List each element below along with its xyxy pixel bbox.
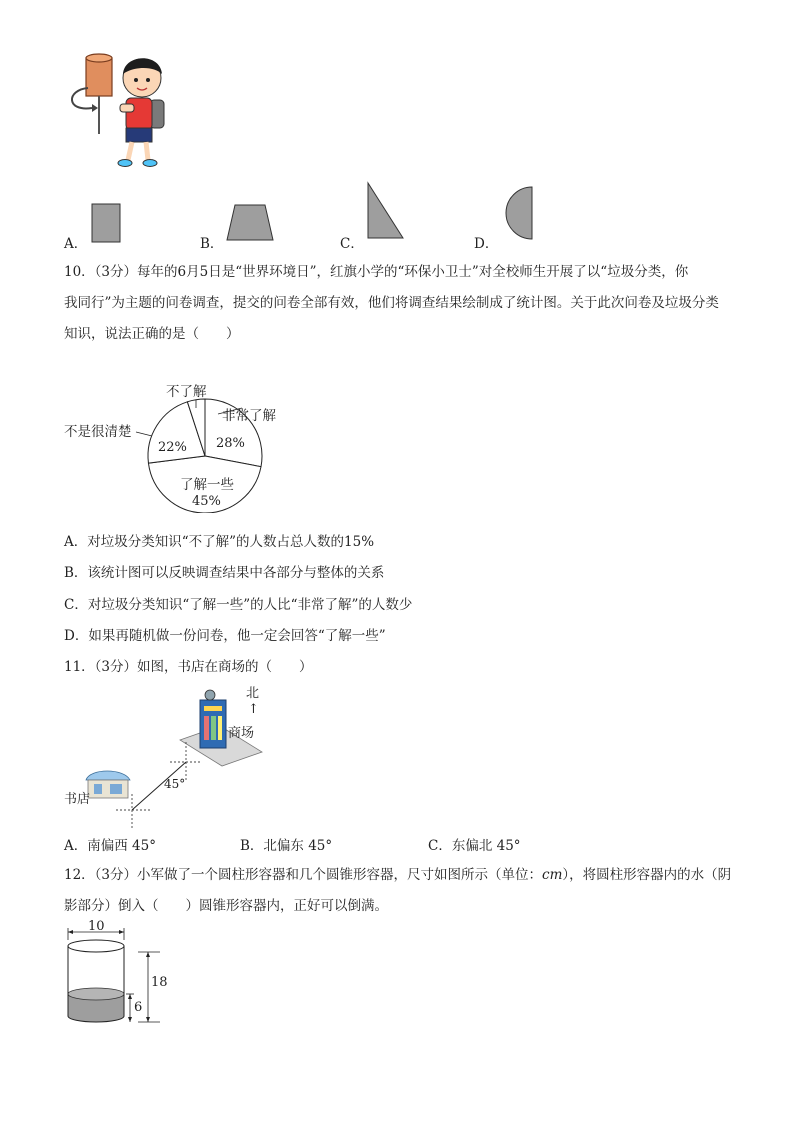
q10-stem-line3: 知识，说法正确的是（ ） xyxy=(64,326,240,342)
north-label: 北 xyxy=(246,686,260,701)
pie-value-very-familiar: 28% xyxy=(216,436,245,451)
diameter-label: 10 xyxy=(88,919,105,934)
mall-label: 商场 xyxy=(228,726,255,741)
cylinder-diagram xyxy=(60,918,190,1028)
pie-chart xyxy=(60,378,330,513)
angle-label: 45° xyxy=(164,777,186,791)
pie-label-some: 了解一些 xyxy=(180,477,234,493)
q12-stem-line1-b: ），将圆柱形容器内的水（阴 xyxy=(562,867,732,883)
q11-stem: 11．（3分）如图，书店在商场的（ ） xyxy=(64,659,313,675)
bookstore-building-icon xyxy=(86,771,130,798)
q12-stem-line1-a: 12．（3分）小军做了一个圆柱形容器和几个圆锥形容器，尺寸如图所示（单位： xyxy=(64,867,543,883)
q11-option-b: B．北偏东 45° xyxy=(240,838,333,854)
pie-value-some: 45% xyxy=(192,494,221,509)
q10-stem-line2: 我同行”为主题的问卷调查，提交的问卷全部有效，他们将调查结果绘制成了统计图。关于此次问卷及垃圾分类 xyxy=(64,295,719,311)
q9-option-a-letter: A． xyxy=(64,236,88,252)
cylinder-prop xyxy=(86,58,112,96)
water-height-label: 6 xyxy=(134,1000,143,1015)
leader-line-unclear xyxy=(136,432,152,436)
pie-label-unfamiliar: 不了解 xyxy=(166,384,207,400)
q10-option-c: C．对垃圾分类知识“了解一些”的人比“非常了解”的人数少 xyxy=(64,597,413,613)
triangle-shape xyxy=(365,180,407,242)
q9-option-c-letter: C． xyxy=(340,236,364,252)
pie-label-very-familiar: 非常了解 xyxy=(222,408,276,424)
bookstore-label: 书店 xyxy=(64,792,91,807)
q10-option-d: D．如果再随机做一份问卷，他一定会回答“了解一些” xyxy=(64,628,386,644)
north-arrow: ↑ xyxy=(248,702,259,717)
trapezoid-shape xyxy=(225,202,277,244)
q11-direction-diagram xyxy=(60,682,280,832)
q12-stem-line1 xyxy=(64,865,754,885)
pie-value-unclear: 22% xyxy=(158,440,187,455)
q10-stem-line1: 10．（3分）每年的6月5日是“世界环境日”，红旗小学的“环保小卫士”对全校师生开展了以“垃圾分类，你 xyxy=(64,264,689,280)
pie-label-unclear: 不是很清楚 xyxy=(64,424,132,440)
q9-option-d-letter: D． xyxy=(474,236,499,252)
q10-option-b: B．该统计图可以反映调查结果中各部分与整体的关系 xyxy=(64,565,385,581)
semicircle-shape xyxy=(502,185,536,241)
height-label: 18 xyxy=(151,975,168,990)
rectangle-shape xyxy=(90,202,124,244)
boy-illustration xyxy=(62,42,172,172)
q10-option-a: A．对垃圾分类知识“不了解”的人数占总人数的15% xyxy=(64,534,375,550)
q12-stem-unit: cm xyxy=(542,867,563,883)
q11-option-a: A．南偏西 45° xyxy=(64,838,156,854)
q11-option-c: C．东偏北 45° xyxy=(428,838,521,854)
q9-option-b-letter: B． xyxy=(200,236,224,252)
q12-stem-line2: 影部分）倒入（ ）圆锥形容器内，正好可以倒满。 xyxy=(64,898,388,914)
